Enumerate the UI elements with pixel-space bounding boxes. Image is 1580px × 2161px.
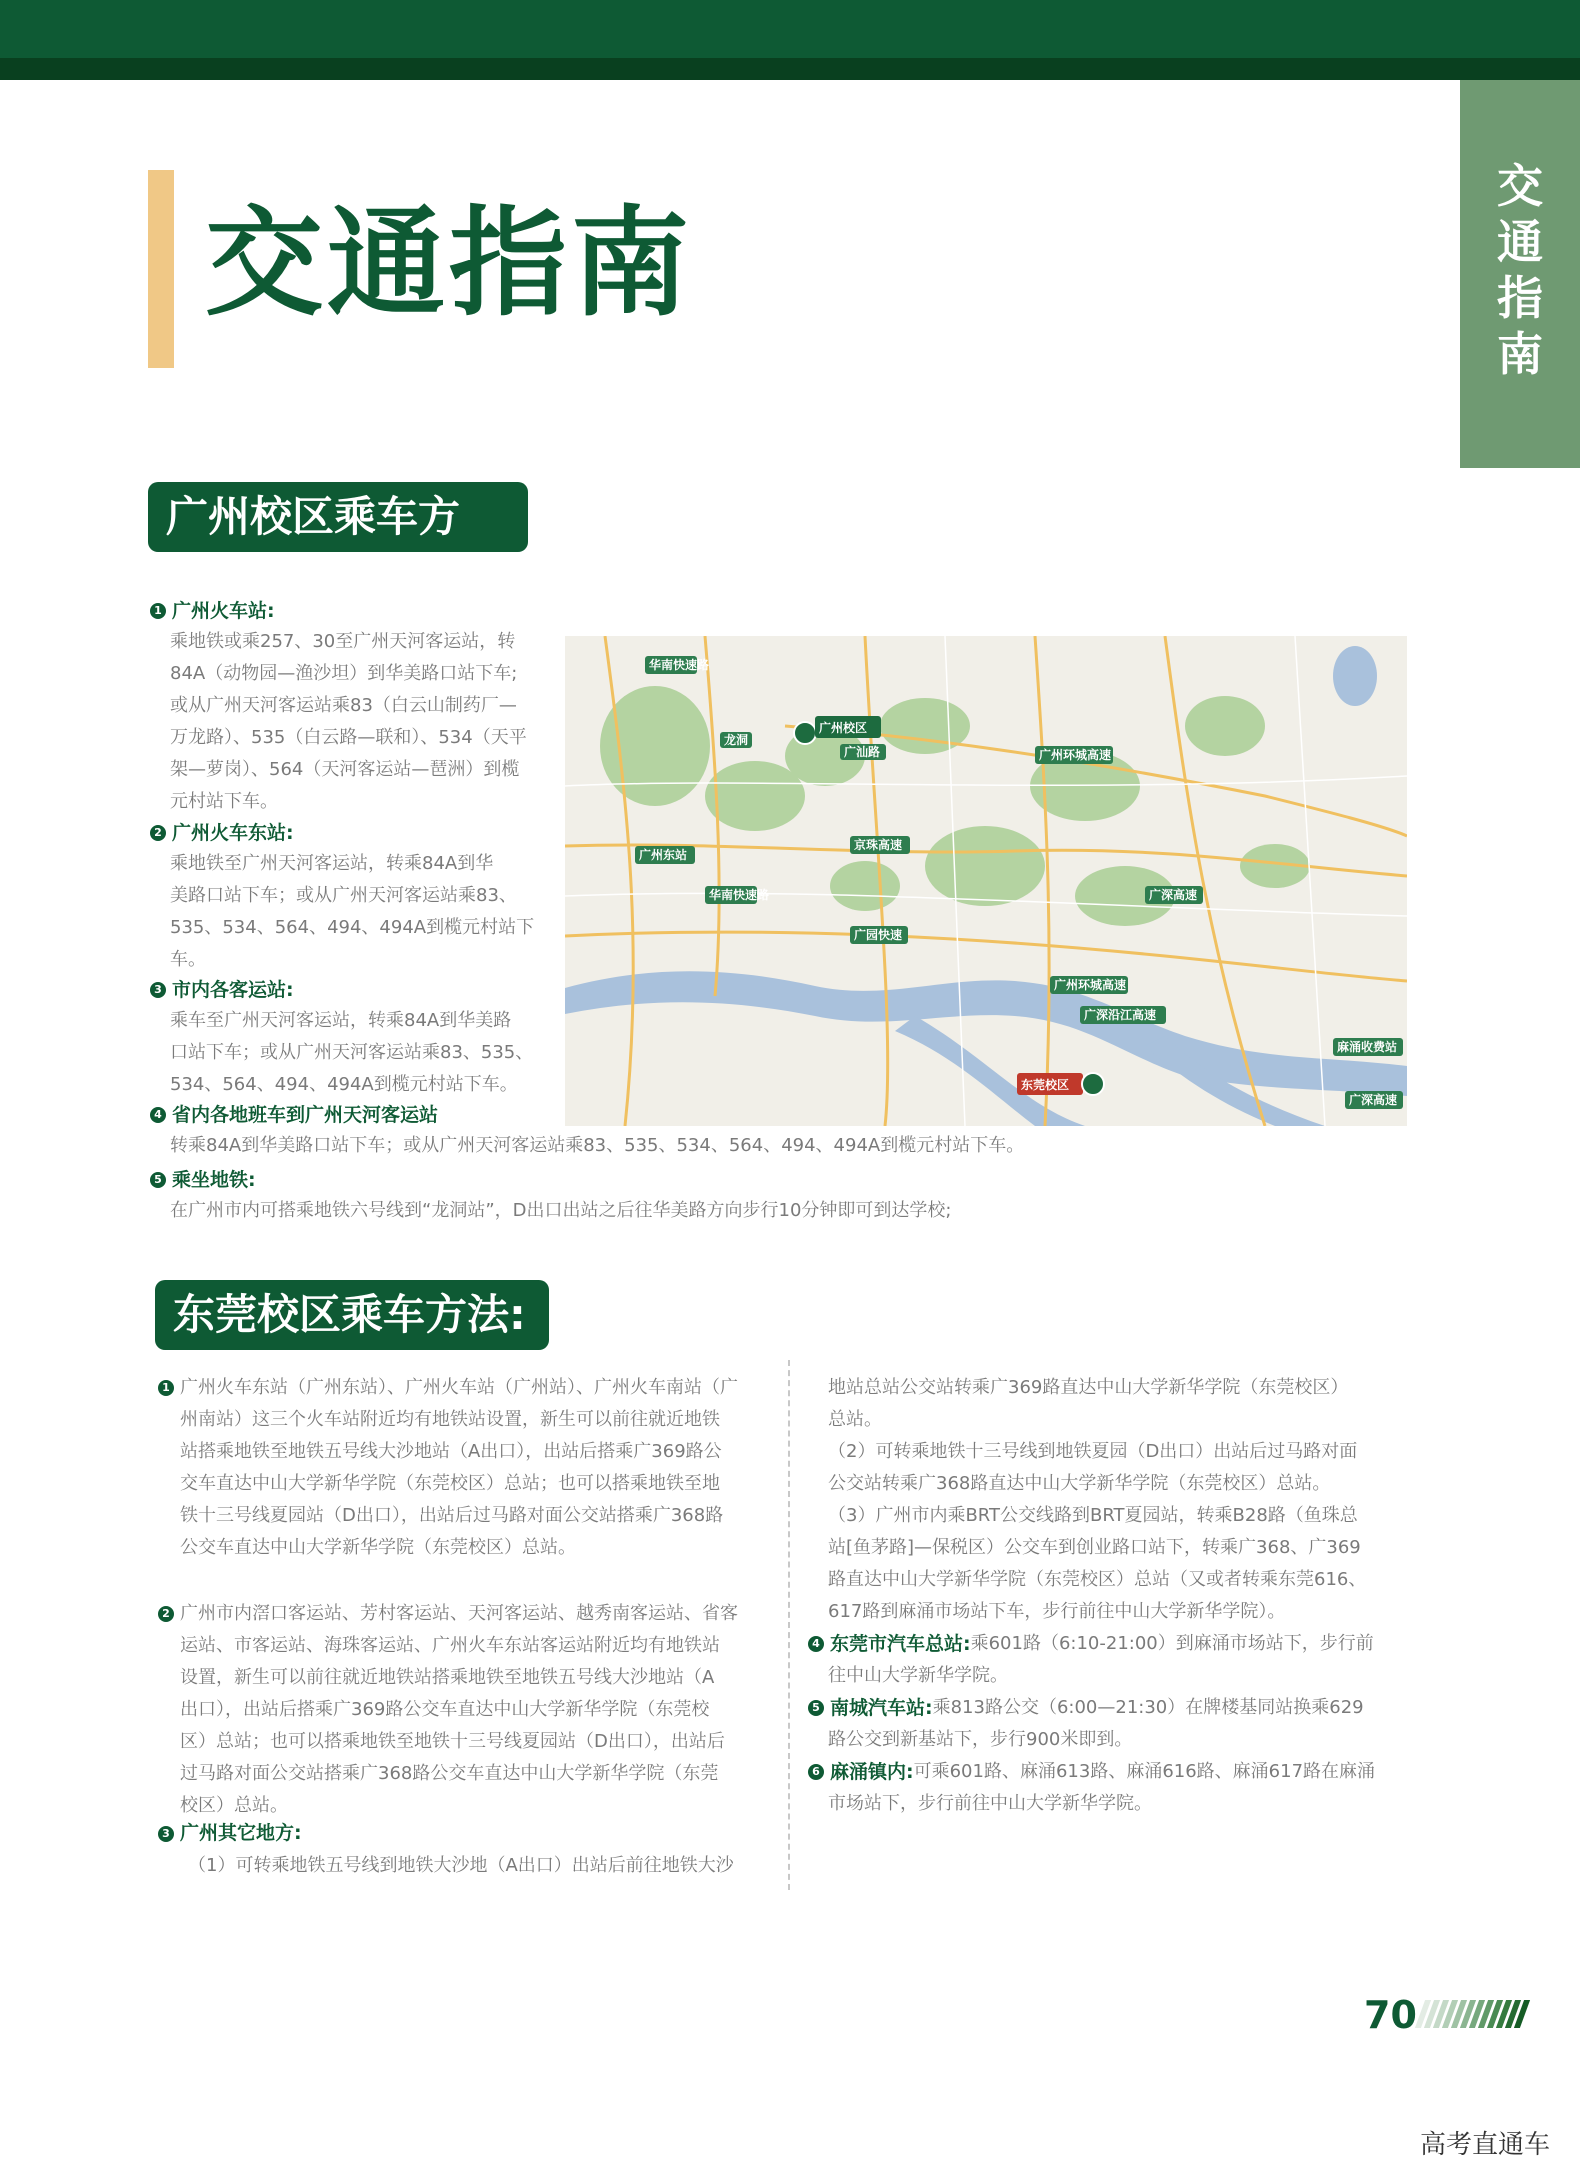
item-number-badge: 4 — [150, 1107, 166, 1123]
route-description-line: 或从广州天河客运站乘83（白云山制药厂— — [170, 695, 517, 716]
route-description-line: （2）可转乘地铁十三号线到地铁夏园（D出口）出站后过马路对面 — [828, 1441, 1358, 1462]
top-banner — [0, 0, 1580, 80]
campus-route-map — [565, 636, 1407, 1126]
route-description-line: 534、564、494、494A到榄元村站下车。 — [170, 1074, 518, 1095]
map-label: 广州校区 — [819, 721, 868, 735]
route-description-line: 在广州市内可搭乘地铁六号线到“龙洞站”，D出口出站之后往华美路方向步行10分钟即可到达学校; — [170, 1200, 952, 1221]
route-description-line: 交车直达中山大学新华学院（东莞校区）总站；也可以搭乘地铁至地 — [180, 1473, 720, 1494]
item-number-badge: 3 — [150, 982, 166, 998]
map-label: 广州东站 — [639, 848, 688, 862]
route-item-row — [808, 1756, 1375, 1788]
map-label: 广深沿江高速 — [1084, 1008, 1157, 1022]
route-description-line: 站搭乘地铁至地铁五号线大沙地站（A出口），出站后搭乘广369路公 — [180, 1441, 722, 1462]
route-description-line: 可乘601路、麻涌613路、麻涌616路、麻涌617路在麻涌 — [913, 1761, 1376, 1782]
map-label: 广州环城高速 — [1054, 978, 1127, 992]
route-description-line: 州南站）这三个火车站附近均有地铁站设置，新生可以前往就近地铁 — [180, 1409, 720, 1430]
route-description-line: 万龙路）、535（白云路—联和）、534（天平 — [170, 727, 527, 748]
map-label: 广汕路 — [844, 745, 881, 759]
map-label: 华南快速路 — [709, 888, 770, 902]
route-description-line: 总站。 — [828, 1409, 882, 1430]
map-label: 华南快速路 — [649, 658, 710, 672]
route-description-line: 过马路对面公交站搭乘广368路公交车直达中山大学新华学院（东莞 — [180, 1763, 719, 1784]
route-description-line: 公交站转乘广368路直达中山大学新华学院（东莞校区）总站。 — [828, 1473, 1331, 1494]
map-label: 京珠高速 — [854, 838, 903, 852]
side-tab-label: 交通指南 — [1497, 159, 1543, 381]
route-description-line: 架—萝岗）、564（天河客运站—琶洲）到榄 — [170, 759, 520, 780]
item-number-badge: 4 — [808, 1636, 824, 1652]
route-description-line: 转乘84A到华美路口站下车；或从广州天河客运站乘83、535、534、564、494、494A到榄元村站下车。 — [170, 1135, 1025, 1156]
route-description-line: 站[鱼茅路]—保税区）公交车到创业路口站下，转乘广368、广369 — [828, 1537, 1361, 1558]
column-divider — [788, 1360, 790, 1890]
title-accent-bar — [148, 170, 174, 368]
route-description-line: 617路到麻涌市场站下车，步行前往中山大学新华学院）。 — [828, 1601, 1286, 1622]
item-number-badge: 2 — [158, 1606, 174, 1622]
page-title: 交通指南 — [205, 193, 694, 332]
route-description-line: 乘车至广州天河客运站，转乘84A到华美路 — [170, 1010, 512, 1031]
map-label: 广州环城高速 — [1039, 748, 1112, 762]
route-item-heading — [150, 596, 275, 626]
route-description-line: 84A（动物园—渔沙坦）到华美路口站下车; — [170, 663, 518, 684]
item-heading-text: 东莞市汽车总站: — [830, 1633, 971, 1655]
item-number-badge: 1 — [150, 603, 166, 619]
item-heading-text: 广州火车东站: — [172, 822, 294, 844]
item-number-badge: 6 — [808, 1764, 824, 1780]
item-heading-text: 南城汽车站: — [830, 1697, 933, 1719]
route-description-line: 乘813路公交（6:00—21:30）在牌楼基同站换乘629 — [932, 1697, 1364, 1718]
page-number: 70 — [1364, 1993, 1417, 2037]
route-description-line: （1）可转乘地铁五号线到地铁大沙地（A出口）出站后前往地铁大沙 — [188, 1855, 734, 1876]
route-description-line: 口站下车；或从广州天河客运站乘83、535、 — [170, 1042, 534, 1063]
section-side-tab — [1460, 80, 1580, 468]
route-description-line: 路公交到新基站下，步行900米即到。 — [828, 1729, 1133, 1750]
item-number-badge: 2 — [150, 825, 166, 841]
item-heading-text: 乘坐地铁: — [172, 1169, 256, 1191]
route-item-heading — [150, 1165, 256, 1195]
map-label: 东莞校区 — [1021, 1078, 1070, 1092]
route-item-heading — [150, 818, 294, 848]
route-item-heading — [150, 975, 294, 1005]
map-label: 龙洞 — [724, 733, 749, 747]
route-description-line: 校区）总站。 — [180, 1795, 288, 1816]
page-number-stripes — [1420, 2000, 1560, 2028]
map-label: 麻涌收费站 — [1337, 1040, 1398, 1054]
route-description-line: 广州火车东站（广州东站）、广州火车站（广州站）、广州火车南站（广 — [180, 1377, 738, 1398]
route-description-line: 公交车直达中山大学新华学院（东莞校区）总站。 — [180, 1537, 576, 1558]
route-item-row — [808, 1628, 1374, 1660]
route-description-line: 乘601路（6:10-21:00）到麻涌市场站下，步行前 — [970, 1633, 1374, 1654]
route-description-line: 路直达中山大学新华学院（东莞校区）总站（又或者转乘东莞616、 — [828, 1569, 1367, 1590]
item-number-badge: 5 — [150, 1172, 166, 1188]
route-description-line: 乘地铁至广州天河客运站，转乘84A到华 — [170, 853, 494, 874]
route-description-line: 车。 — [170, 949, 206, 970]
item-number-badge: 5 — [808, 1700, 824, 1716]
item-number-badge: 3 — [158, 1826, 174, 1842]
item-number-badge: 1 — [158, 1380, 174, 1396]
route-description-line: 广州市内滘口客运站、芳村客运站、天河客运站、越秀南客运站、省客 — [180, 1603, 738, 1624]
route-description-line: 元村站下车。 — [170, 791, 278, 812]
route-description-line: 区）总站；也可以搭乘地铁至地铁十三号线夏园站（D出口），出站后 — [180, 1731, 725, 1752]
item-heading-text: 市内各客运站: — [172, 979, 294, 1001]
route-description-line: 往中山大学新华学院。 — [828, 1665, 1008, 1686]
guangzhou-section-title: 广州校区乘车方法: — [148, 482, 528, 552]
route-item-row — [808, 1692, 1364, 1724]
route-description-line: 市场站下，步行前往中山大学新华学院。 — [828, 1793, 1152, 1814]
route-description-line: 运站、市客运站、海珠客运站、广州火车东站客运站附近均有地铁站 — [180, 1635, 720, 1656]
dongguan-section-title: 东莞校区乘车方法: — [155, 1280, 549, 1350]
item-heading-text: 麻涌镇内: — [830, 1761, 914, 1783]
route-item-heading — [150, 1100, 438, 1130]
map-label: 广深高速 — [1149, 888, 1198, 902]
route-description-line: （3）广州市内乘BRT公交线路到BRT夏园站，转乘B28路（鱼珠总 — [828, 1505, 1358, 1526]
watermark: 高考直通车 — [1420, 2130, 1551, 2160]
route-item-heading: 广州其它地方: — [180, 1822, 302, 1844]
route-description-line: 地站总站公交站转乘广369路直达中山大学新华学院（东莞校区） — [828, 1377, 1349, 1398]
item-heading-text: 广州火车站: — [172, 600, 275, 622]
map-label: 广园快速 — [854, 928, 903, 942]
route-description-line: 美路口站下车；或从广州天河客运站乘83、 — [170, 885, 517, 906]
route-description-line: 535、534、564、494、494A到榄元村站下 — [170, 917, 535, 938]
route-description-line: 铁十三号线夏园站（D出口），出站后过马路对面公交站搭乘广368路 — [180, 1505, 724, 1526]
map-label: 广深高速 — [1349, 1093, 1398, 1107]
route-description-line: 出口），出站后搭乘广369路公交车直达中山大学新华学院（东莞校 — [180, 1699, 710, 1720]
item-heading-text: 省内各地班车到广州天河客运站 — [172, 1104, 439, 1126]
route-description-line: 乘地铁或乘257、30至广州天河客运站，转 — [170, 631, 516, 652]
route-description-line: 设置，新生可以前往就近地铁站搭乘地铁至地铁五号线大沙地站（A — [180, 1667, 715, 1688]
